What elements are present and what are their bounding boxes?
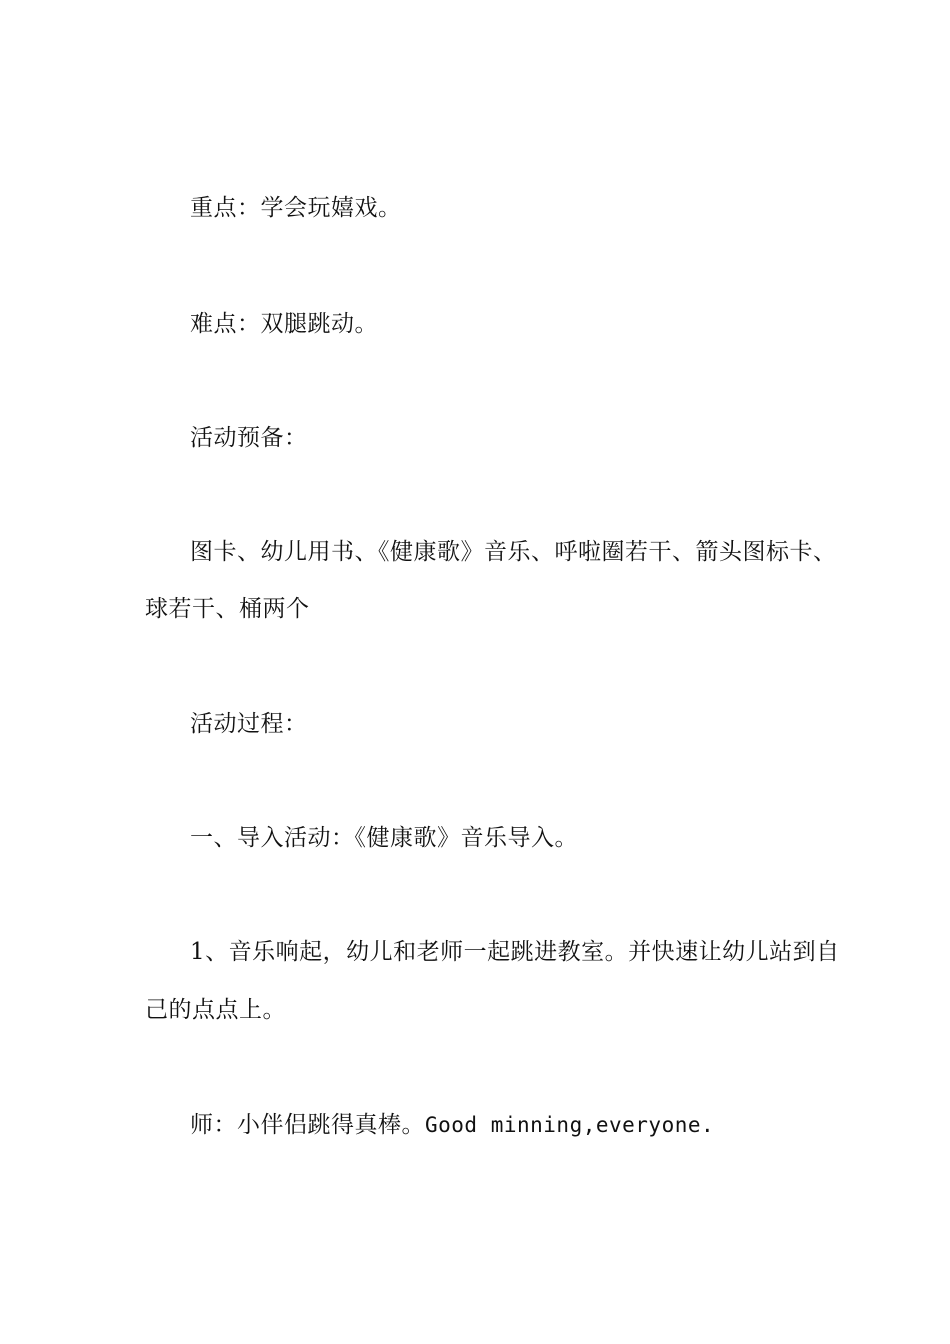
paragraph-teacher-line	[190, 1110, 714, 1140]
paragraph-step-one-item-line-2: 己的点点上。	[145, 997, 286, 1023]
paragraph-difficult-point: 难点：双腿跳动。	[190, 311, 378, 337]
paragraph-materials-line-1: 图卡、幼儿用书、《健康歌》音乐、呼啦圈若干、箭头图标卡、	[190, 539, 837, 565]
paragraph-preparation-heading: 活动预备：	[190, 425, 308, 451]
paragraph-materials-line-2: 球若干、桶两个	[145, 596, 310, 622]
paragraph-key-point: 重点：学会玩嬉戏。	[190, 195, 402, 221]
paragraph-process-heading: 活动过程：	[190, 711, 308, 737]
paragraph-step-one-heading: 一、导入活动：《健康歌》音乐导入。	[190, 825, 578, 851]
paragraph-step-one-item-line-1: 1、音乐响起，幼儿和老师一起跳进教室。并快速让幼儿站到自	[190, 939, 840, 965]
teacher-line-chinese: 师：小伴侣跳得真棒。	[190, 1112, 425, 1138]
teacher-line-english: Good minning,everyone.	[425, 1113, 715, 1137]
